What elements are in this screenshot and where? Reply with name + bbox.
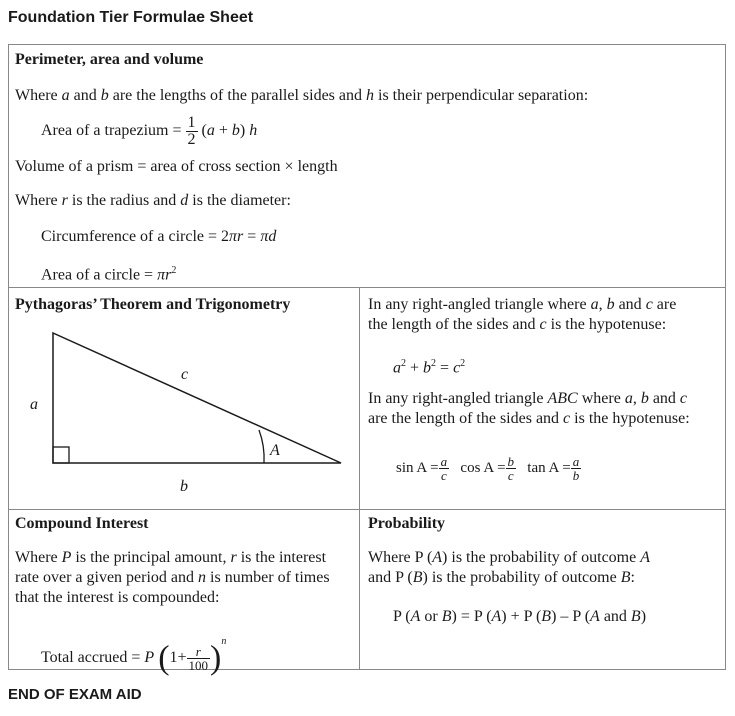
trig-text-2b: are the length of the sides and c is the hypotenuse: [368, 410, 690, 427]
trapezium-formula: Area of a trapezium = $\frac{1}{2}$ (a + b) h [41, 113, 258, 148]
right-angle-marker [53, 447, 69, 463]
total-accrued-formula: Total accrued = P (1+ $\frac{r}{100}$ )$^n$ [41, 636, 227, 677]
pythagoras-heading: Pythagoras’ Theorem and Trigonometry [15, 296, 291, 313]
circle-intro: Where r is the radius and d is the diameter: [15, 192, 291, 209]
probability-heading: Probability [368, 515, 446, 532]
angle-arc [259, 430, 264, 463]
side-label-b: b [180, 478, 188, 495]
compound-line-3: that the interest is compounded: [15, 589, 220, 606]
side-label-a: a [30, 396, 38, 413]
compound-line-2: rate over a given period and n is number of times [15, 569, 330, 586]
trig-ratios [396, 448, 581, 488]
page-title: Foundation Tier Formulae Sheet [8, 9, 254, 26]
compound-heading: Compound Interest [15, 515, 149, 532]
probability-line-1: Where P (A) is the probability of outcome A [368, 549, 651, 566]
angle-label-A: A [270, 442, 280, 459]
prism-volume: Volume of a prism = area of cross section × length [15, 158, 338, 175]
tan-formula: tan A = $\frac{a}{b}$ [527, 454, 580, 484]
trapezium-intro: Where a and b are the lengths of the parallel sides and h is their perpendicular separation: [15, 87, 589, 104]
perimeter-heading: Perimeter, area and volume [15, 51, 204, 68]
circle-area-formula: Area of a circle = $\pi r^2$ [41, 265, 177, 284]
pythagoras-text-1b: the length of the sides and c is the hypotenuse: [368, 316, 667, 333]
trig-text-2a: In any right-angled triangle ABC where a, b and c [368, 390, 688, 407]
triangle-shape [53, 333, 341, 463]
end-of-exam-aid: END OF EXAM AID [8, 686, 142, 703]
compound-line-1: Where P is the principal amount, r is the interest [15, 549, 327, 566]
probability-formula: P (A or B) = P (A) + P (B) – P (A and B) [393, 608, 647, 625]
probability-line-2: and P (B) is the probability of outcome B: [368, 569, 635, 586]
side-label-c: c [181, 366, 189, 383]
cos-formula: cos A = $\frac{b}{c}$ [460, 454, 515, 484]
pythagoras-text-1a: In any right-angled triangle where a, b and c are [368, 296, 677, 313]
sin-formula: sin A = $\frac{a}{c}$ [396, 454, 448, 484]
circumference-formula: Circumference of a circle = 2πr = πd [41, 228, 277, 245]
pythagoras-formula: $a^2 + b^2 = c^2$ [393, 358, 466, 377]
